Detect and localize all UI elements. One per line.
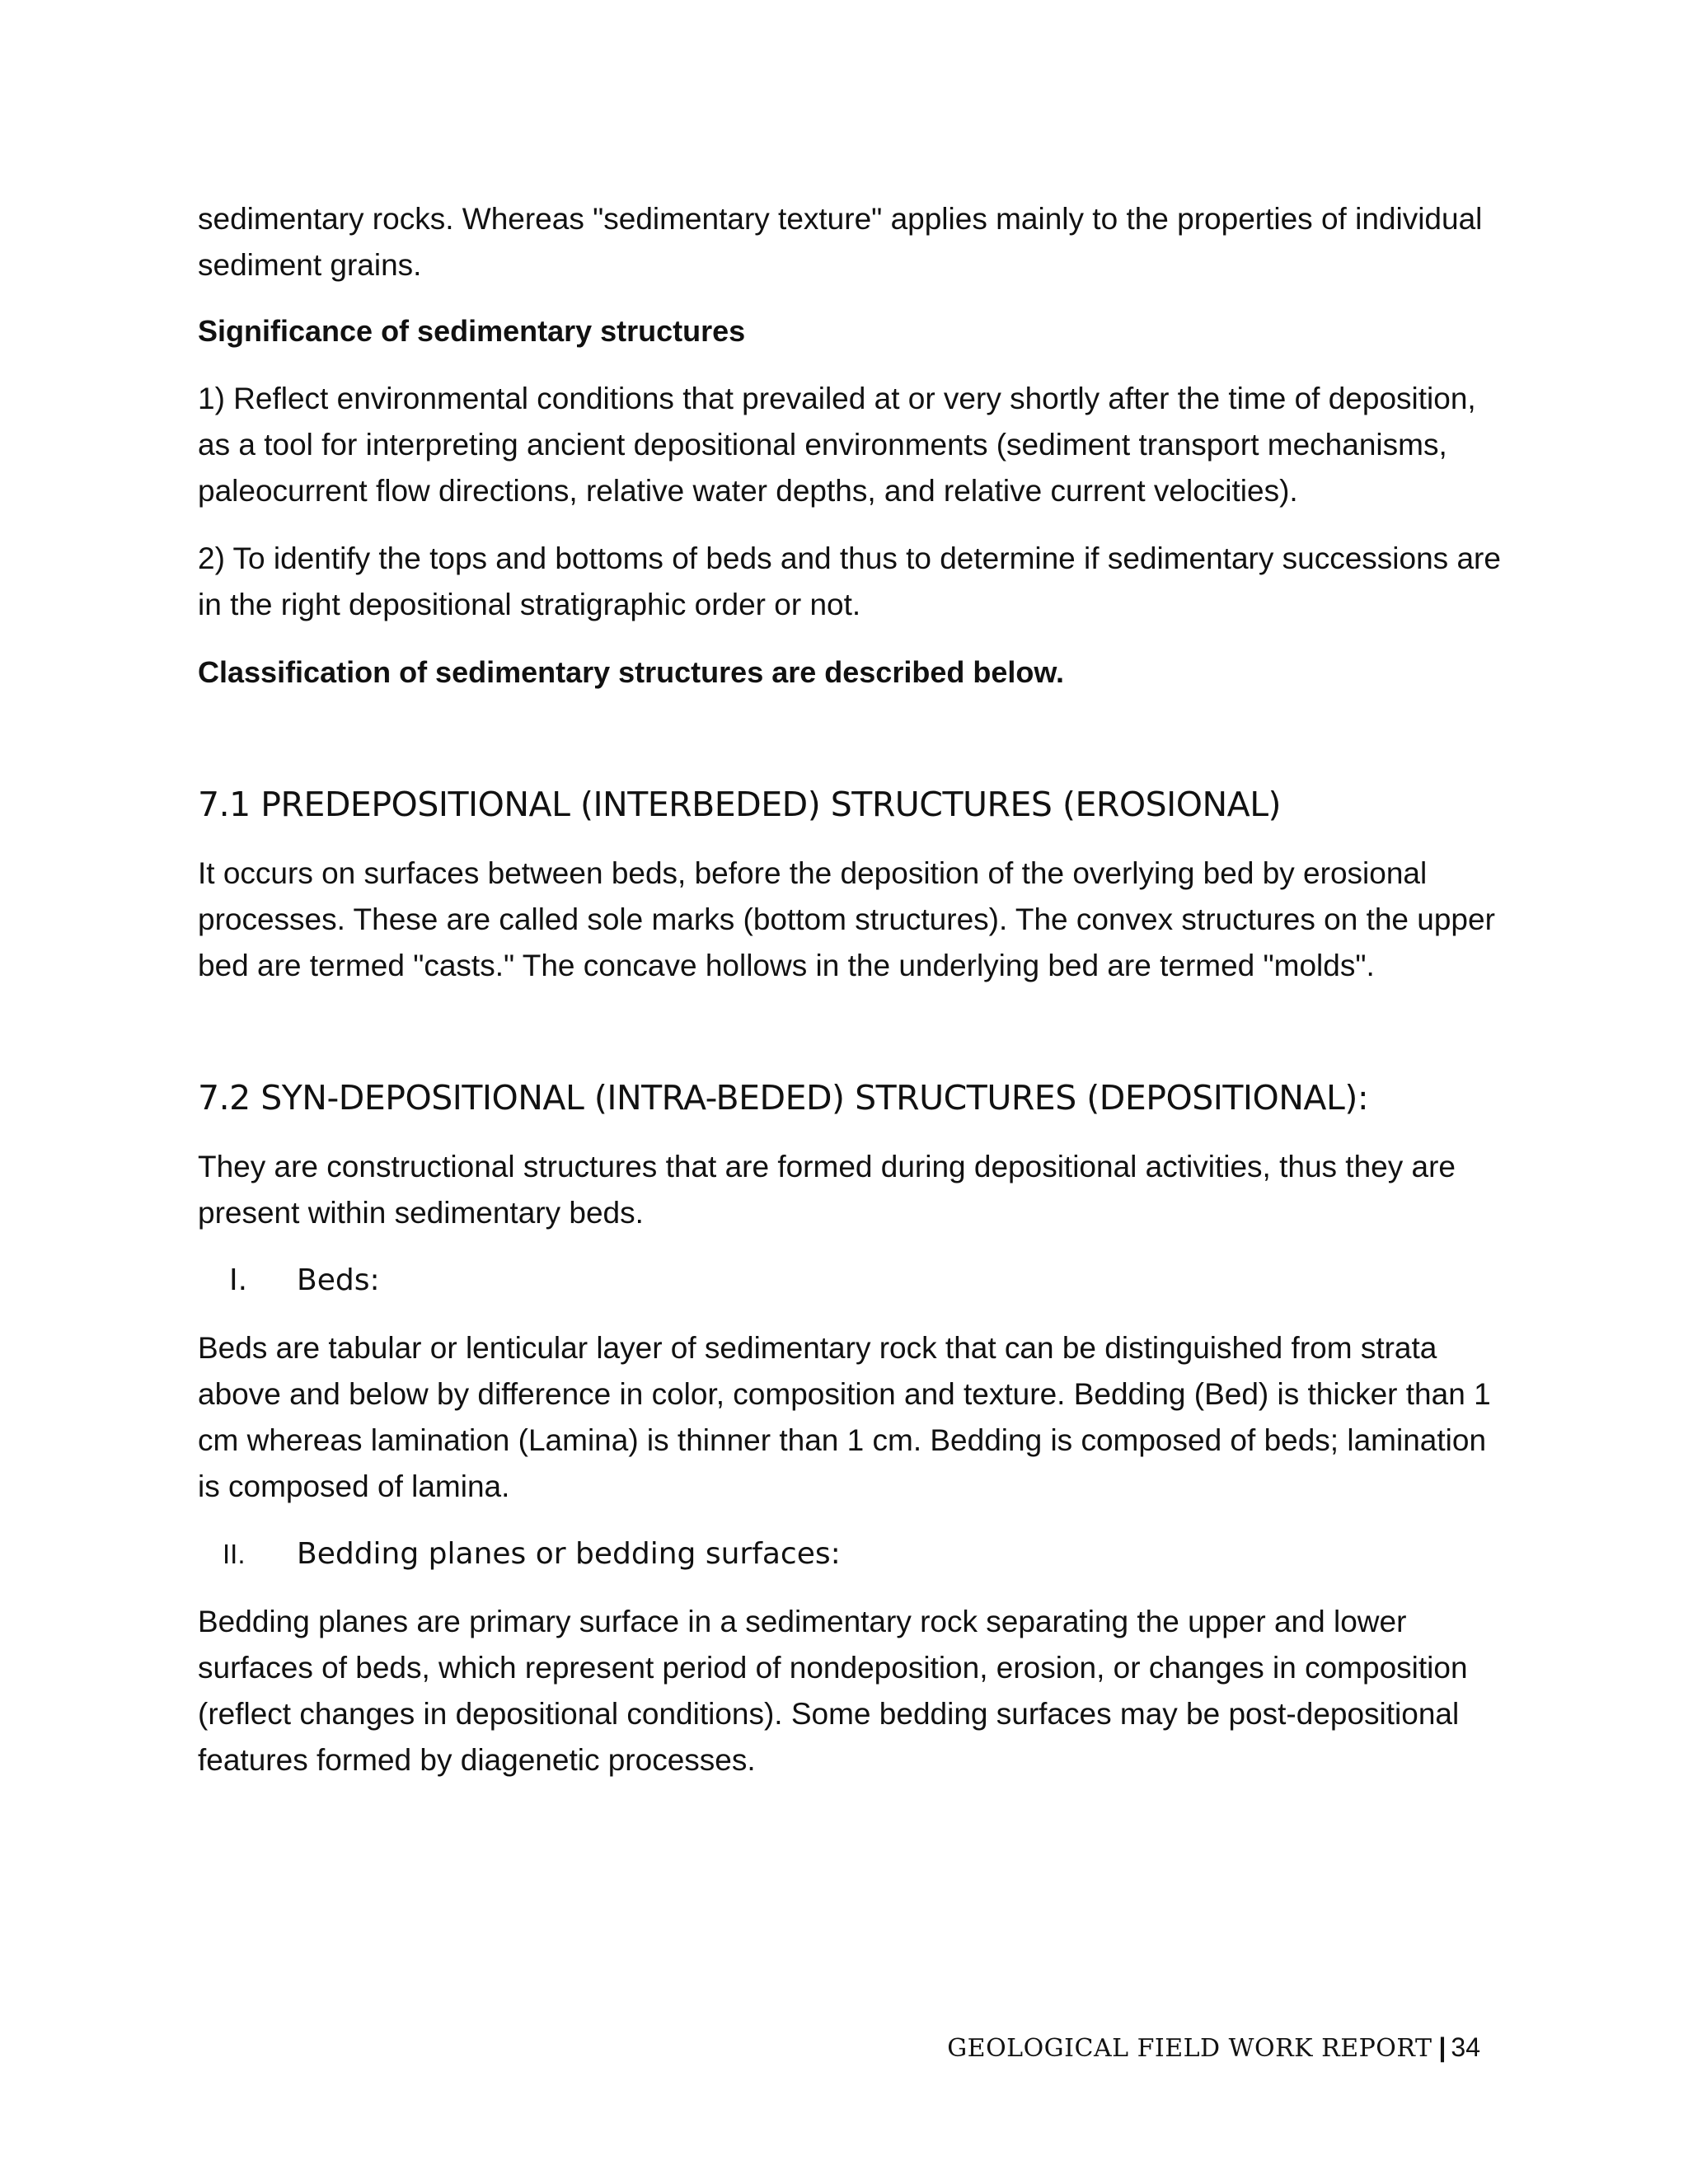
significance-point-1: 1) Reflect environmental conditions that prevailed at or very shortly after the time of deposition, as a tool for interpreting ancient depositional environments (sediment transport mechanisms, paleocurrent flow directions, relative water depths, and relative current velocities). <box>198 382 1476 508</box>
page-content <box>198 196 1508 1783</box>
section-7-2-heading: 7.2 SYN-DEPOSITIONAL (INTRA-BEDED) STRUCTURES (DEPOSITIONAL): <box>198 1078 1369 1118</box>
beds-body: Beds are tabular or lenticular layer of sedimentary rock that can be distinguished from strata above and below by difference in color, composition and texture. Bedding (Bed) is thicker than 1 cm whereas lamination (Lamina) is thinner than 1 cm. Bedding is composed of beds; lamination is composed of lamina. <box>198 1331 1491 1503</box>
classification-heading: Classification of sedimentary structures are described below. <box>198 655 1065 689</box>
significance-point-2: 2) To identify the tops and bottoms of beds and thus to determine if sedimentary successions are in the right depositional stratigraphic order or not. <box>198 541 1501 621</box>
beds-subheading <box>198 1258 1508 1304</box>
beds-title: Beds: <box>297 1263 380 1297</box>
section-7-1-heading: 7.1 PREDEPOSITIONAL (INTERBEDED) STRUCTURES (EROSIONAL) <box>198 785 1282 824</box>
bedding-planes-body: Bedding planes are primary surface in a sedimentary rock separating the upper and lower surfaces of beds, which represent period of nondeposition, erosion, or changes in composition (reflect changes in depositional conditions). Some bedding surfaces may be post-depositional features formed by diagenetic processes. <box>198 1605 1468 1777</box>
bedding-planes-subheading <box>198 1531 1508 1577</box>
bedding-planes-title: Bedding planes or bedding surfaces: <box>297 1537 841 1571</box>
footer-separator: | <box>1438 2032 1447 2062</box>
page-number: 34 <box>1451 2032 1480 2062</box>
footer-report-title: GEOLOGICAL FIELD WORK REPORT <box>947 2034 1432 2063</box>
bedding-planes-number: II. <box>223 1539 246 1569</box>
intro-paragraph: sedimentary rocks. Whereas "sedimentary texture" applies mainly to the properties of individual sediment grains. <box>198 202 1483 282</box>
section-7-2-body: They are constructional structures that are formed during depositional activities, thus they are present within sedimentary beds. <box>198 1150 1456 1230</box>
beds-number: I. <box>229 1263 248 1297</box>
page-footer <box>947 2027 1480 2069</box>
significance-heading: Significance of sedimentary structures <box>198 314 746 348</box>
section-7-1-body: It occurs on surfaces between beds, before the deposition of the overlying bed by erosional processes. These are called sole marks (bottom structures). The convex structures on the upper bed are termed "casts." The concave hollows in the underlying bed are termed "molds". <box>198 856 1495 982</box>
